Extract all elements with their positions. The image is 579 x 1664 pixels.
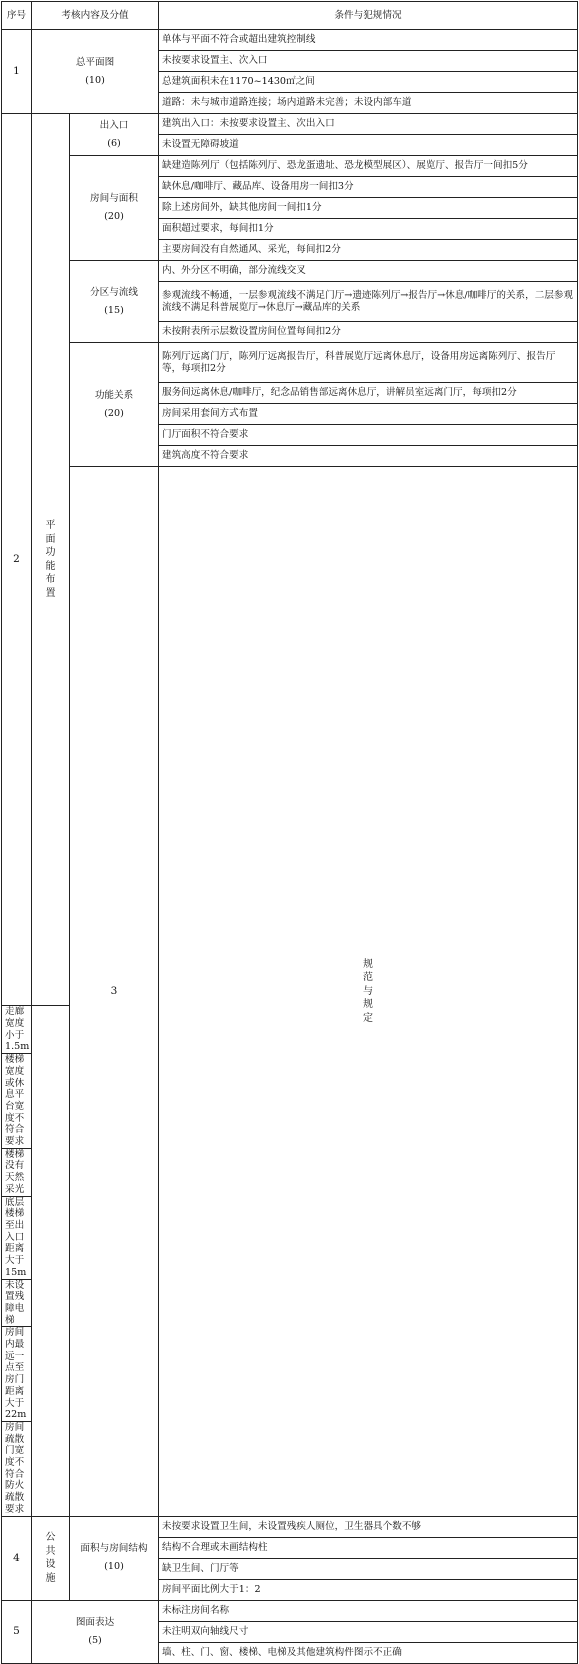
- condition-cell: 参观流线不畅通，一层参观流线不满足门厅→遗迹陈列厅→报告厅→休息/咖啡厅的关系，二层参观流线不满足科普展览厅→休息厅→藏品库的关系: [159, 282, 578, 322]
- table-row: [2, 261, 578, 282]
- section-number: 4: [2, 1516, 32, 1600]
- header-content: 考核内容及分值: [32, 2, 159, 30]
- section-title: 图面表达 (5): [32, 1600, 159, 1663]
- header-no: 序号: [2, 2, 32, 30]
- table-row: [2, 1600, 578, 1621]
- section-number: 5: [2, 1600, 32, 1663]
- subsection-title: 分区与流线 (15): [70, 261, 159, 343]
- condition-cell: 道路：未与城市道路连接；场内道路未完善；未设内部车道: [159, 93, 578, 114]
- condition-cell: 房间疏散门宽度不符合防火疏散要求: [2, 1421, 32, 1516]
- table-row: [2, 343, 578, 383]
- table-row: [2, 156, 578, 177]
- condition-cell: 服务间远离休息/咖啡厅，纪念品销售部远离休息厅，讲解员室远离门厅，每项扣2分: [159, 383, 578, 404]
- condition-cell: 未按要求设置主、次入口: [159, 51, 578, 72]
- section-number: 2: [2, 114, 32, 1006]
- condition-cell: 墙、柱、门、窗、楼梯、电梯及其他建筑构件图示不正确: [159, 1642, 578, 1663]
- section-number: 3: [70, 467, 159, 1517]
- section-title: [32, 30, 159, 114]
- condition-cell: 走廊宽度小于1.5m: [2, 1006, 32, 1054]
- subsection-title: 面积与房间结构 (10): [70, 1516, 159, 1600]
- condition-cell: 缺建造陈列厅（包括陈列厅、恐龙蛋遗址、恐龙模型展区）、展览厅、报告厅一间扣5分: [159, 156, 578, 177]
- condition-cell: 未注明双向轴线尺寸: [159, 1621, 578, 1642]
- condition-cell: 楼梯没有天然采光: [2, 1148, 32, 1196]
- condition-cell: 建筑高度不符合要求: [159, 446, 578, 467]
- condition-cell: 单体与平面不符合或超出建筑控制线: [159, 30, 578, 51]
- condition-cell: 总建筑面积未在1170~1430㎡之间: [159, 72, 578, 93]
- condition-cell: 未按附表所示层数设置房间位置每间扣2分: [159, 322, 578, 343]
- condition-cell: 面积超过要求，每间扣1分: [159, 219, 578, 240]
- condition-cell: 未设置无障碍坡道: [159, 135, 578, 156]
- condition-cell: 房间平面比例大于1：2: [159, 1579, 578, 1600]
- section-group-label: 规 范 与 规 定: [159, 467, 578, 1517]
- condition-cell: 未标注房间名称: [159, 1600, 578, 1621]
- condition-cell: 除上述房间外，缺其他房间一间扣1分: [159, 198, 578, 219]
- condition-cell: 房间内最远一点至房门距离大于22m: [2, 1327, 32, 1422]
- condition-cell: 门厅面积不符合要求: [159, 425, 578, 446]
- section-group-label: 平 面 功 能 布 置: [32, 114, 70, 1006]
- subsection-title: 房间与面积 (20): [70, 156, 159, 261]
- condition-cell: 建筑出入口：未按要求设置主、次出入口: [159, 114, 578, 135]
- table-row: [2, 114, 578, 135]
- condition-cell: 缺卫生间、门厅等: [159, 1558, 578, 1579]
- condition-cell: 房间采用套间方式布置: [159, 404, 578, 425]
- condition-cell: 陈列厅远离门厅，陈列厅远离报告厅，科普展览厅远离休息厅，设备用房远离陈列厅、报告厅等，每项扣2分: [159, 343, 578, 383]
- condition-cell: 内、外分区不明确，部分流线交叉: [159, 261, 578, 282]
- condition-cell: 未按要求设置卫生间，未设置残疾人厕位，卫生器具个数不够: [159, 1516, 578, 1537]
- table-row: [2, 467, 578, 1006]
- scoring-table: [1, 1, 578, 1664]
- table-row: [2, 30, 578, 51]
- section-score: (10): [85, 74, 105, 86]
- subsection-title: 出入口 (6): [70, 114, 159, 156]
- condition-cell: 结构不合理或未画结构柱: [159, 1537, 578, 1558]
- condition-cell: 主要房间没有自然通风、采光，每间扣2分: [159, 240, 578, 261]
- condition-cell: 缺休息/咖啡厅、藏品库、设备用房一间扣3分: [159, 177, 578, 198]
- section-title-text: 总平面图: [75, 56, 115, 68]
- table-header-row: [2, 2, 578, 30]
- section-group-label: 公 共 设 施: [32, 1516, 70, 1600]
- condition-cell: 未设置残障电梯: [2, 1279, 32, 1327]
- subsection-title: 功能关系 (20): [70, 343, 159, 467]
- header-conditions: 条件与犯规情况: [159, 2, 578, 30]
- section-number: 1: [2, 30, 32, 114]
- condition-cell: 底层楼梯至出入口距离大于15m: [2, 1196, 32, 1279]
- condition-cell: 楼梯宽度或休息平台宽度不符合要求: [2, 1054, 32, 1149]
- table-row: [2, 1516, 578, 1537]
